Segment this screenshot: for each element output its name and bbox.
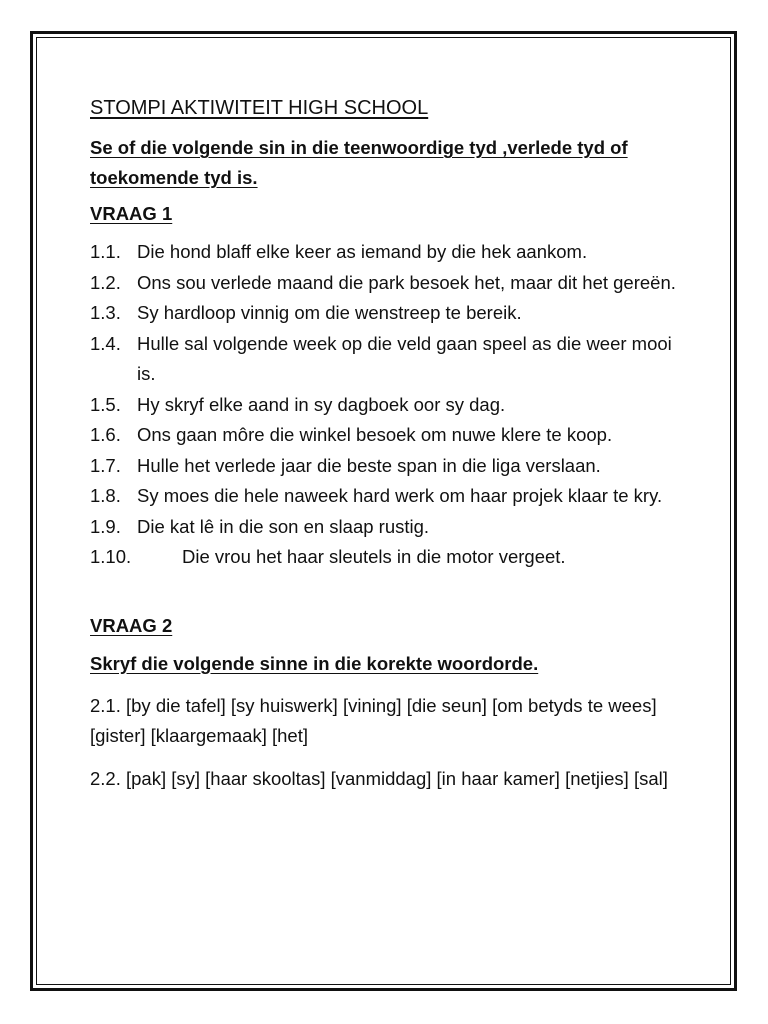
worksheet — [90, 93, 680, 806]
item-text: Hulle het verlede jaar die beste span in die liga verslaan. — [137, 454, 601, 476]
item-text: Hulle sal volgende week op die veld gaan speel as die weer mooi is. — [137, 332, 672, 384]
school-title: STOMPI AKTIWITEIT HIGH SCHOOL — [90, 97, 429, 119]
item-number: 1.6. — [90, 424, 121, 445]
item-number: 1.2. — [90, 271, 121, 293]
item-text: Sy moes die hele naweek hard werk om haar projek klaar te kry. — [137, 485, 663, 506]
item-number: 1.4. — [90, 332, 121, 354]
item-number: 1.1. — [90, 241, 121, 262]
question-2-2: 2.2. [pak] [sy] [haar skooltas] [vanmiddag] [in haar kamer] [netjies] [sal] — [90, 767, 668, 789]
item-number: 1.3. — [90, 302, 121, 323]
list-item — [90, 542, 680, 573]
list-item — [90, 268, 680, 299]
item-text: Ons gaan môre die winkel besoek om nuwe klere te koop. — [137, 424, 613, 445]
list-item — [90, 237, 680, 268]
list-item — [90, 481, 680, 512]
question-2-1: 2.1. [by die tafel] [sy huiswerk] [vining] [die seun] [om betyds te wees] [gister] [klaargemaak] [het] — [90, 694, 657, 746]
item-text: Ons sou verlede maand die park besoek het, maar dit het gereën. — [137, 271, 676, 293]
list-item — [90, 512, 680, 543]
item-text: Die vrou het haar sleutels in die motor vergeet. — [182, 546, 566, 567]
instruction-2: Skryf die volgende sinne in die korekte woordorde. — [90, 652, 539, 674]
item-text: Hy skryf elke aand in sy dagboek oor sy dag. — [137, 393, 506, 415]
item-text: Sy hardloop vinnig om die wenstreep te bereik. — [137, 302, 522, 323]
item-number: 1.5. — [90, 393, 121, 415]
item-number: 1.8. — [90, 485, 121, 506]
list-item — [90, 451, 680, 482]
item-number: 1.9. — [90, 515, 121, 537]
item-number: 1.10. — [90, 546, 132, 567]
question-1-list — [90, 237, 680, 573]
list-item — [90, 329, 680, 390]
item-text: Die kat lê in die son en slaap rustig. — [137, 515, 430, 537]
question-1-heading: VRAAG 1 — [90, 203, 173, 224]
item-number: 1.7. — [90, 454, 121, 476]
item-text: Die hond blaff elke keer as iemand by die hek aankom. — [137, 241, 588, 262]
list-item — [90, 298, 680, 329]
question-2-heading: VRAAG 2 — [90, 614, 173, 636]
list-item — [90, 390, 680, 421]
instruction-1: Se of die volgende sin in die teenwoordige tyd ,verlede tyd of toekomende tyd is. — [90, 137, 628, 188]
list-item — [90, 420, 680, 451]
